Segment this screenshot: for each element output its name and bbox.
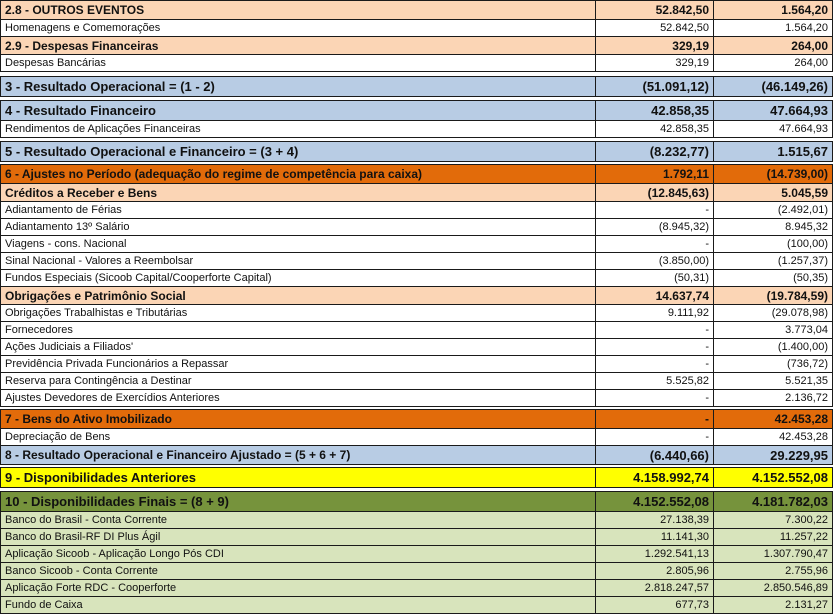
- row-label: Aplicação Forte RDC - Cooperforte: [1, 580, 596, 597]
- table-row: [1, 529, 833, 546]
- row-label: Aplicação Sicoob - Aplicação Longo Pós CDI: [1, 546, 596, 563]
- table-row: [1, 512, 833, 529]
- row-label: Sinal Nacional - Valores a Reembolsar: [1, 253, 596, 270]
- value-previous: 4.181.782,03: [714, 492, 833, 512]
- row-label: 2.8 - OUTROS EVENTOS: [1, 1, 596, 20]
- value-previous: (1.400,00): [714, 339, 833, 356]
- value-previous: 5.521,35: [714, 373, 833, 390]
- table-row: [1, 356, 833, 373]
- value-current: -: [596, 390, 714, 407]
- value-current: 329,19: [596, 37, 714, 55]
- row-label: Banco do Brasil - Conta Corrente: [1, 512, 596, 529]
- table-row: [1, 322, 833, 339]
- row-label: Previdência Privada Funcionários a Repassar: [1, 356, 596, 373]
- row-label: Adiantamento de Férias: [1, 202, 596, 219]
- row-label: 6 - Ajustes no Período (adequação do regime de competência para caixa): [1, 165, 596, 184]
- value-previous: 47.664,93: [714, 101, 833, 121]
- row-label: Créditos a Receber e Bens: [1, 184, 596, 202]
- row-label: Despesas Bancárias: [1, 55, 596, 72]
- row-label: Depreciação de Bens: [1, 429, 596, 446]
- value-current: 52.842,50: [596, 1, 714, 20]
- table-row: [1, 468, 833, 488]
- table-row: [1, 597, 833, 614]
- table-row: [1, 236, 833, 253]
- value-previous: (736,72): [714, 356, 833, 373]
- value-current: 52.842,50: [596, 20, 714, 37]
- value-current: (6.440,66): [596, 446, 714, 465]
- table-row: [1, 446, 833, 465]
- row-label: Ações Judiciais a Filiados': [1, 339, 596, 356]
- table-row: [1, 37, 833, 55]
- table-row: [1, 270, 833, 287]
- row-label: Obrigações Trabalhistas e Tributárias: [1, 305, 596, 322]
- value-previous: 47.664,93: [714, 121, 833, 138]
- value-previous: 264,00: [714, 37, 833, 55]
- row-label: 3 - Resultado Operacional = (1 - 2): [1, 77, 596, 97]
- value-previous: 1.564,20: [714, 20, 833, 37]
- table-row: [1, 55, 833, 72]
- table-row: [1, 77, 833, 97]
- row-label: Fundos Especiais (Sicoob Capital/Cooperforte Capital): [1, 270, 596, 287]
- value-current: 9.111,92: [596, 305, 714, 322]
- value-current: (12.845,63): [596, 184, 714, 202]
- value-current: (8.945,32): [596, 219, 714, 236]
- value-previous: (14.739,00): [714, 165, 833, 184]
- value-current: 27.138,39: [596, 512, 714, 529]
- value-current: 2.805,96: [596, 563, 714, 580]
- value-previous: 11.257,22: [714, 529, 833, 546]
- table-row: [1, 287, 833, 305]
- value-current: -: [596, 322, 714, 339]
- value-previous: 5.045,59: [714, 184, 833, 202]
- row-label: Rendimentos de Aplicações Financeiras: [1, 121, 596, 138]
- row-label: 5 - Resultado Operacional e Financeiro = (3 + 4): [1, 142, 596, 162]
- table-row: [1, 580, 833, 597]
- value-previous: 42.453,28: [714, 429, 833, 446]
- table-row: [1, 1, 833, 20]
- value-current: -: [596, 429, 714, 446]
- row-label: Fundo de Caixa: [1, 597, 596, 614]
- value-previous: 1.515,67: [714, 142, 833, 162]
- value-previous: 2.850.546,89: [714, 580, 833, 597]
- value-current: (51.091,12): [596, 77, 714, 97]
- value-previous: (2.492,01): [714, 202, 833, 219]
- table-row: [1, 219, 833, 236]
- row-label: 2.9 - Despesas Financeiras: [1, 37, 596, 55]
- value-previous: 264,00: [714, 55, 833, 72]
- table-row: [1, 101, 833, 121]
- value-previous: (46.149,26): [714, 77, 833, 97]
- value-previous: (29.078,98): [714, 305, 833, 322]
- value-current: 42.858,35: [596, 101, 714, 121]
- row-label: Banco do Brasil-RF DI Plus Ágil: [1, 529, 596, 546]
- table-row: [1, 142, 833, 162]
- row-label: 7 - Bens do Ativo Imobilizado: [1, 410, 596, 429]
- table-row: [1, 202, 833, 219]
- table-row: [1, 253, 833, 270]
- table-row: [1, 546, 833, 563]
- value-current: 677,73: [596, 597, 714, 614]
- value-current: 329,19: [596, 55, 714, 72]
- row-label: Obrigações e Patrimônio Social: [1, 287, 596, 305]
- value-current: (50,31): [596, 270, 714, 287]
- row-label: 10 - Disponibilidades Finais = (8 + 9): [1, 492, 596, 512]
- table-row: [1, 339, 833, 356]
- value-current: 1.792,11: [596, 165, 714, 184]
- table-row: [1, 410, 833, 429]
- value-previous: 2.755,96: [714, 563, 833, 580]
- value-current: 11.141,30: [596, 529, 714, 546]
- row-label: Ajustes Devedores de Exercídios Anteriores: [1, 390, 596, 407]
- value-previous: 2.131,27: [714, 597, 833, 614]
- row-label: 4 - Resultado Financeiro: [1, 101, 596, 121]
- table-row: [1, 165, 833, 184]
- value-previous: 1.564,20: [714, 1, 833, 20]
- table-row: [1, 184, 833, 202]
- row-label: 8 - Resultado Operacional e Financeiro Ajustado = (5 + 6 + 7): [1, 446, 596, 465]
- row-label: Reserva para Contingência a Destinar: [1, 373, 596, 390]
- row-label: Banco Sicoob - Conta Corrente: [1, 563, 596, 580]
- value-previous: (19.784,59): [714, 287, 833, 305]
- value-previous: (100,00): [714, 236, 833, 253]
- value-current: 2.818.247,57: [596, 580, 714, 597]
- value-previous: (1.257,37): [714, 253, 833, 270]
- table-row: [1, 305, 833, 322]
- table-row: [1, 429, 833, 446]
- table-row: [1, 121, 833, 138]
- value-previous: 7.300,22: [714, 512, 833, 529]
- value-previous: (50,35): [714, 270, 833, 287]
- value-previous: 1.307.790,47: [714, 546, 833, 563]
- value-current: -: [596, 410, 714, 429]
- table-row: [1, 492, 833, 512]
- value-previous: 42.453,28: [714, 410, 833, 429]
- value-current: 4.152.552,08: [596, 492, 714, 512]
- row-label: Fornecedores: [1, 322, 596, 339]
- row-label: Viagens - cons. Nacional: [1, 236, 596, 253]
- value-current: -: [596, 202, 714, 219]
- value-current: -: [596, 339, 714, 356]
- value-previous: 3.773,04: [714, 322, 833, 339]
- table-row: [1, 563, 833, 580]
- value-previous: 4.152.552,08: [714, 468, 833, 488]
- value-current: (8.232,77): [596, 142, 714, 162]
- row-label: Adiantamento 13º Salário: [1, 219, 596, 236]
- value-current: 1.292.541,13: [596, 546, 714, 563]
- value-current: (3.850,00): [596, 253, 714, 270]
- table-row: [1, 373, 833, 390]
- value-current: -: [596, 356, 714, 373]
- value-previous: 8.945,32: [714, 219, 833, 236]
- value-previous: 2.136,72: [714, 390, 833, 407]
- value-previous: 29.229,95: [714, 446, 833, 465]
- value-current: 5.525,82: [596, 373, 714, 390]
- table-row: [1, 390, 833, 407]
- row-label: 9 - Disponibilidades Anteriores: [1, 468, 596, 488]
- value-current: 42.858,35: [596, 121, 714, 138]
- table-row: [1, 20, 833, 37]
- value-current: 4.158.992,74: [596, 468, 714, 488]
- value-current: -: [596, 236, 714, 253]
- row-label: Homenagens e Comemorações: [1, 20, 596, 37]
- value-current: 14.637,74: [596, 287, 714, 305]
